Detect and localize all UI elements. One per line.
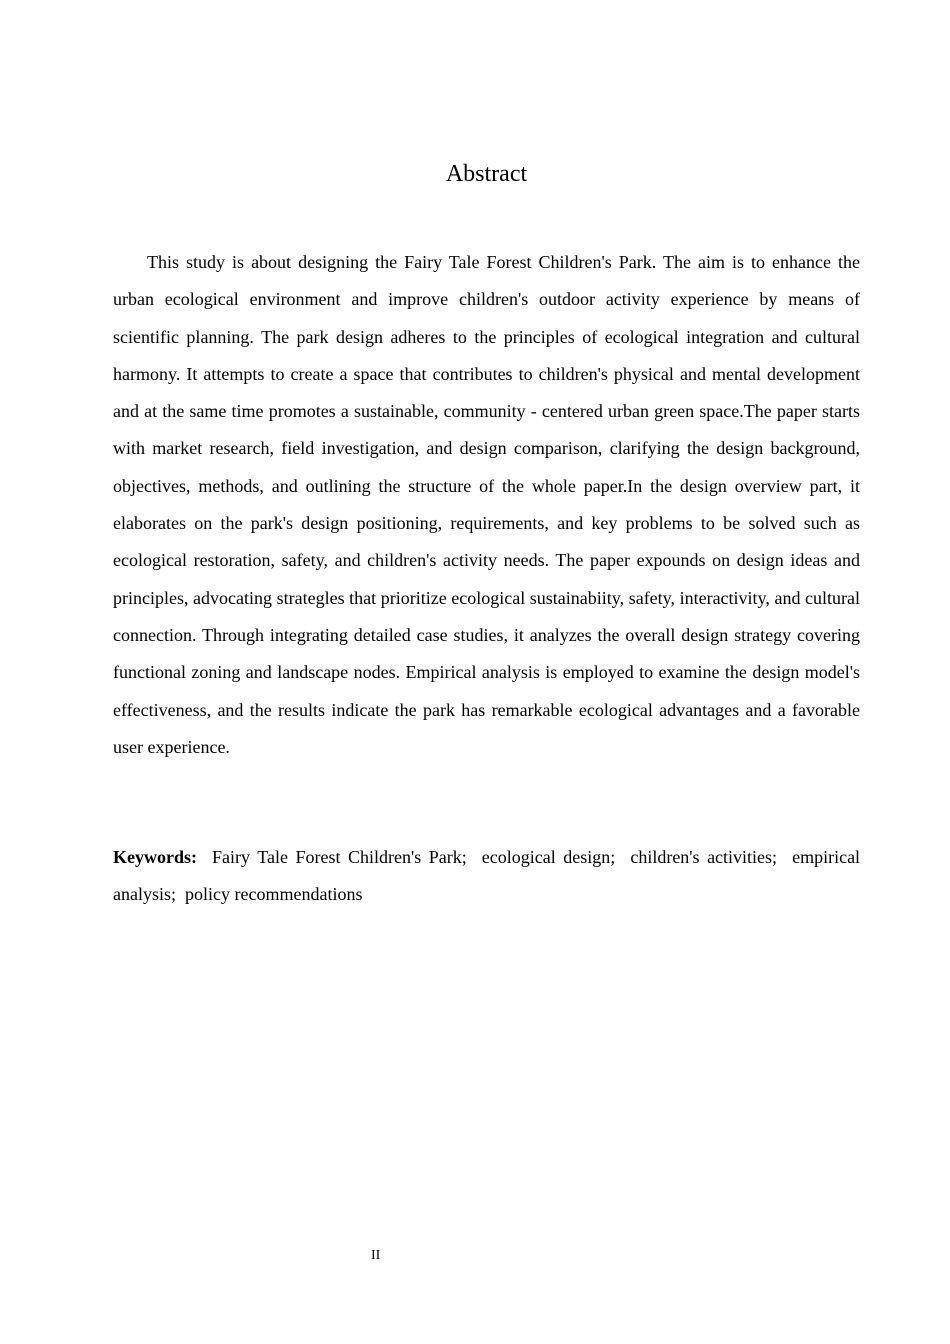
keyword-item: Fairy Tale Forest Children's Park; bbox=[212, 847, 467, 867]
keyword-item: ecological design; bbox=[481, 847, 616, 867]
keywords-label: Keywords: bbox=[113, 847, 197, 867]
abstract-body: This study is about designing the Fairy Tale Forest Children's Park. The aim is to enhance the urban ecological environment and improve children's outdoor activity experience by means of scientific planning. The park design adheres to the principles of ecological integration and cultural harmony. It attempts to create a space that contributes to children's physical and mental development and at the same time promotes a sustainable, community - centered urban green space.The paper starts with market research, field investigation, and design comparison, clarifying the design background, objectives, methods, and outlining the structure of the whole paper.In the design overview part, it elaborates on the park's design positioning, requirements, and key problems to be solved such as ecological restoration, safety, and children's activity needs. The paper expounds on design ideas and principles, advocating strategles that prioritize ecological sustainabiity, safety, interactivity, and cultural connection. Through integrating detailed case studies, it analyzes the overall design strategy covering functional zoning and landscape nodes. Empirical analysis is employed to examine the design model's effectiveness, and the results indicate the park has remarkable ecological advantages and a favorable user experience. bbox=[113, 252, 860, 757]
keyword-item: empirical analysis; bbox=[113, 847, 861, 904]
keyword-item: children's activities; bbox=[630, 847, 778, 867]
abstract-title: Abstract bbox=[445, 161, 528, 187]
keywords-paragraph bbox=[113, 839, 860, 913]
page-number: II bbox=[371, 1248, 381, 1263]
keyword-item: policy recommendations bbox=[185, 884, 363, 904]
